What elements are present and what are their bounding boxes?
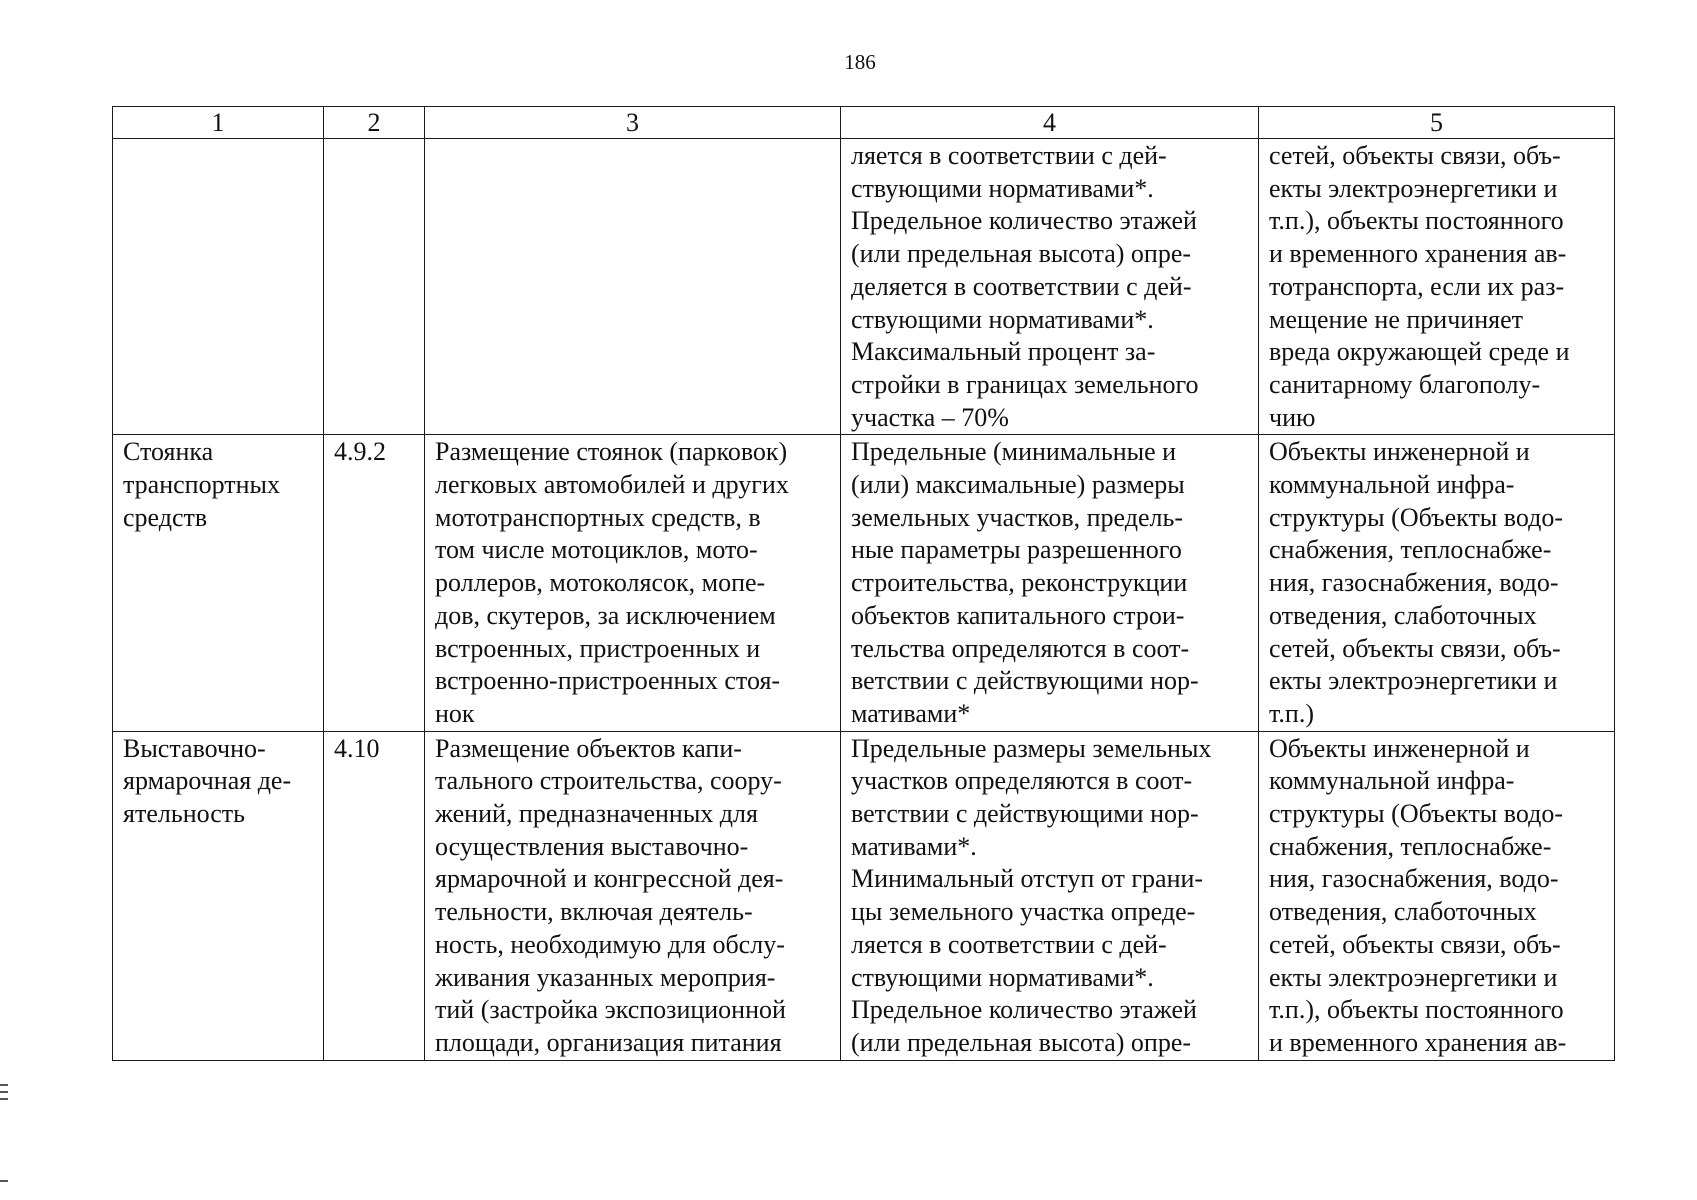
cell-text-line: Объекты инженерной и (1269, 437, 1530, 467)
header-col-2: 2 (324, 107, 425, 139)
scan-mark (0, 1098, 8, 1100)
cell-text-line: встроенно-пристроенных стоя- (435, 666, 781, 696)
cell-text-line: ствующими нормативами*. (851, 304, 1154, 334)
cell-text-line: и временного хранения ав- (1269, 239, 1567, 269)
header-col-1: 1 (113, 107, 324, 139)
cell-text-line: отведения, слаботочных (1269, 600, 1537, 630)
cell-text-line: Предельные (минимальные и (851, 437, 1177, 467)
cell-text-line: Предельное количество этажей (851, 206, 1197, 236)
cell-description (425, 139, 841, 435)
regulations-table (112, 106, 1615, 1061)
cell-name (113, 435, 324, 731)
cell-text-line: стройки в границах земельного (851, 369, 1199, 399)
cell-text-line: цы земельного участка опреде- (851, 897, 1196, 927)
cell-text-line: объектов капитального строи- (851, 600, 1185, 630)
cell-text-line: легковых автомобилей и других (435, 470, 789, 500)
cell-text-line: Максимальный процент за- (851, 337, 1156, 367)
cell-text-line: тотранспорта, если их раз- (1269, 271, 1565, 301)
header-col-3: 3 (425, 107, 841, 139)
cell-text-line: жений, предназначенных для (435, 799, 758, 829)
cell-text-line: участков определяются в соот- (851, 766, 1193, 796)
cell-text-line: 4.9.2 (334, 437, 386, 467)
cell-text-line: ствующими нормативами*. (851, 962, 1154, 992)
cell-text-line: площади, организация питания (435, 1027, 782, 1057)
cell-text-line: тельства определяются в соот- (851, 633, 1190, 663)
cell-text-line: нок (435, 698, 475, 728)
cell-text-line: Выставочно- (123, 733, 266, 763)
cell-name (113, 139, 324, 435)
cell-text-line: (или предельная высота) опре- (851, 239, 1192, 269)
header-row (113, 107, 1615, 139)
table-row (113, 435, 1615, 731)
cell-text-line: строительства, реконструкции (851, 568, 1188, 598)
cell-text-line: екты электроэнергетики и (1269, 962, 1558, 992)
table-body (113, 139, 1615, 1061)
cell-text-line: тельности, включая деятель- (435, 897, 753, 927)
cell-text-line: сетей, объекты связи, объ- (1269, 633, 1561, 663)
cell-text-line: коммунальной инфра- (1269, 470, 1515, 500)
scan-mark (0, 1180, 8, 1182)
cell-text-line: транспортных (123, 470, 280, 500)
cell-code (324, 435, 425, 731)
cell-auxiliary (1259, 731, 1615, 1060)
cell-text-line: ярмарочной и конгрессной дея- (435, 864, 784, 894)
cell-text-line: снабжения, теплоснабже- (1269, 535, 1552, 565)
cell-text-line: встроенных, пристроенных и (435, 633, 761, 663)
cell-text-line: Минимальный отступ от грани- (851, 864, 1204, 894)
cell-text-line: ветствии с действующими нор- (851, 799, 1199, 829)
cell-text-line: тального строительства, соору- (435, 766, 782, 796)
cell-text-line: т.п.), объекты постоянного (1269, 995, 1564, 1025)
cell-text-line: мативами*. (851, 831, 977, 861)
cell-parameters (841, 139, 1259, 435)
cell-text-line: мещение не причиняет (1269, 304, 1523, 334)
cell-text-line: живания указанных мероприя- (435, 962, 776, 992)
cell-text-line: Размещение объектов капи- (435, 733, 742, 763)
cell-text-line: ляется в соответствии с дей- (851, 929, 1167, 959)
cell-text-line: сетей, объекты связи, объ- (1269, 929, 1561, 959)
cell-text-line: средств (123, 502, 208, 532)
cell-text-line: тий (застройка экспозиционной (435, 995, 786, 1025)
cell-description (425, 731, 841, 1060)
cell-text-line: Размещение стоянок (парковок) (435, 437, 788, 467)
cell-auxiliary (1259, 139, 1615, 435)
cell-text-line: т.п.), объекты постоянного (1269, 206, 1564, 236)
cell-text-line: Предельное количество этажей (851, 995, 1197, 1025)
cell-name (113, 731, 324, 1060)
table-row (113, 731, 1615, 1060)
cell-text-line: санитарному благополу- (1269, 369, 1541, 399)
cell-text-line: (или предельная высота) опре- (851, 1027, 1192, 1057)
cell-text-line: вреда окружающей среде и (1269, 337, 1570, 367)
cell-text-line: ния, газоснабжения, водо- (1269, 568, 1559, 598)
cell-parameters (841, 435, 1259, 731)
cell-text-line: Стоянка (123, 437, 214, 467)
cell-text-line: ные параметры разрешенного (851, 535, 1182, 565)
cell-text-line: структуры (Объекты водо- (1269, 799, 1564, 829)
cell-code (324, 139, 425, 435)
cell-text-line: участка – 70% (851, 402, 1009, 432)
table-row (113, 139, 1615, 435)
cell-code (324, 731, 425, 1060)
cell-text-line: том числе мотоциклов, мото- (435, 535, 758, 565)
cell-text-line: ярмарочная де- (123, 766, 292, 796)
cell-text-line: мативами* (851, 698, 971, 728)
cell-parameters (841, 731, 1259, 1060)
cell-text-line: екты электроэнергетики и (1269, 666, 1558, 696)
cell-text-line: ствующими нормативами*. (851, 173, 1154, 203)
header-col-5: 5 (1259, 107, 1615, 139)
header-col-4: 4 (841, 107, 1259, 139)
scan-mark (0, 1091, 8, 1093)
cell-text-line: осуществления выставочно- (435, 831, 749, 861)
cell-text-line: ветствии с действующими нор- (851, 666, 1199, 696)
cell-text-line: ность, необходимую для обслу- (435, 929, 785, 959)
cell-text-line: земельных участков, предель- (851, 502, 1183, 532)
cell-text-line: дов, скутеров, за исключением (435, 600, 776, 630)
cell-text-line: коммунальной инфра- (1269, 766, 1515, 796)
cell-text-line: мототранспортных средств, в (435, 502, 761, 532)
cell-text-line: (или) максимальные) размеры (851, 470, 1185, 500)
cell-description (425, 435, 841, 731)
cell-text-line: отведения, слаботочных (1269, 897, 1537, 927)
scan-mark (0, 1084, 8, 1086)
cell-text-line: и временного хранения ав- (1269, 1027, 1567, 1057)
cell-text-line: деляется в соответствии с дей- (851, 271, 1192, 301)
cell-text-line: т.п.) (1269, 698, 1314, 728)
cell-text-line: роллеров, мотоколясок, мопе- (435, 568, 766, 598)
cell-text-line: снабжения, теплоснабже- (1269, 831, 1552, 861)
table-header (113, 107, 1615, 139)
cell-text-line: ятельность (123, 799, 246, 829)
cell-text-line: ляется в соответствии с дей- (851, 141, 1167, 170)
cell-auxiliary (1259, 435, 1615, 731)
cell-text-line: ния, газоснабжения, водо- (1269, 864, 1559, 894)
cell-text-line: сетей, объекты связи, объ- (1269, 141, 1561, 170)
cell-text-line: Объекты инженерной и (1269, 733, 1530, 763)
cell-text-line: структуры (Объекты водо- (1269, 502, 1564, 532)
cell-text-line: чию (1269, 402, 1316, 432)
cell-text-line: Предельные размеры земельных (851, 733, 1212, 763)
cell-text-line: 4.10 (334, 733, 380, 763)
cell-text-line: екты электроэнергетики и (1269, 173, 1558, 203)
page-number: 186 (844, 50, 876, 74)
